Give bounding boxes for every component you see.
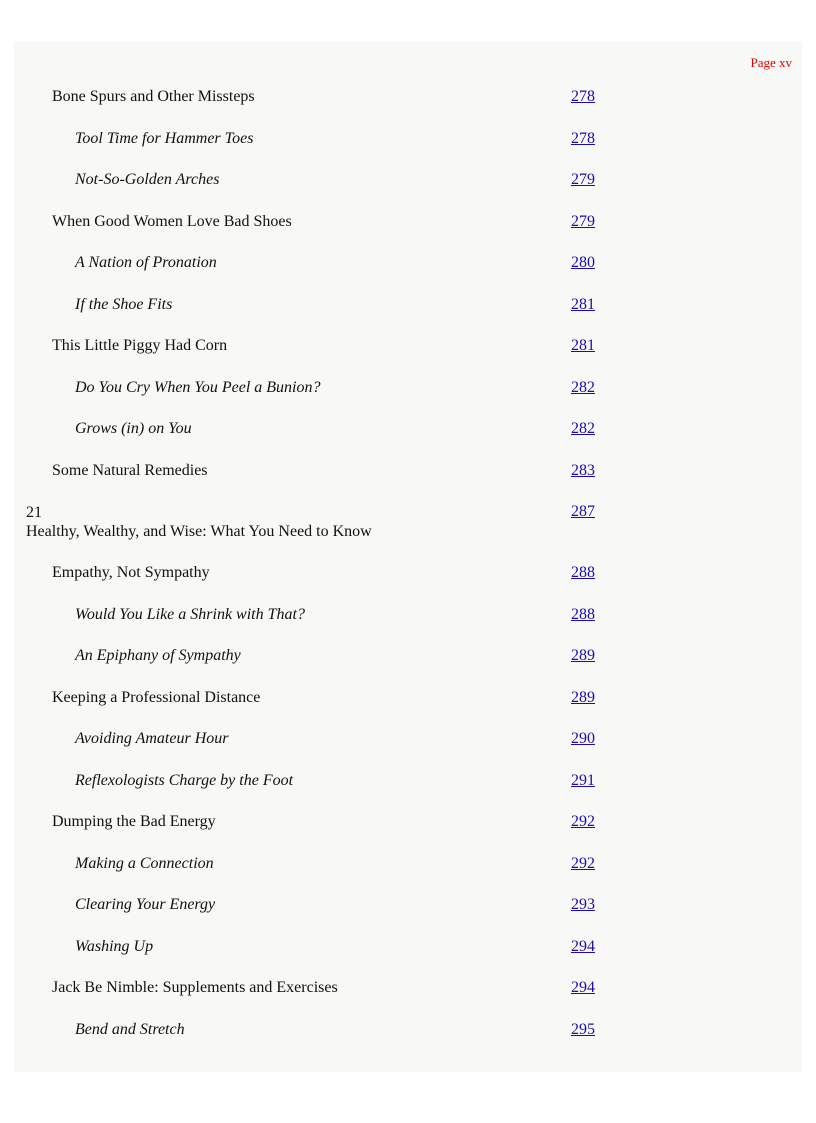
toc-entry-title: This Little Piggy Had Corn	[52, 337, 228, 354]
toc-entry-title: Grows (in) on You	[75, 420, 192, 437]
toc-page-link[interactable]: 292	[571, 813, 595, 831]
toc-entry-title: If the Shoe Fits	[75, 295, 173, 313]
toc-entry-title: Jack Be Nimble: Supplements and Exercises	[52, 979, 338, 997]
toc-page-link[interactable]: 278	[571, 88, 595, 105]
toc-page-link[interactable]: 292	[571, 854, 595, 872]
toc-entry-title: Bend and Stretch	[75, 1020, 185, 1038]
toc-page-link[interactable]: 293	[571, 896, 595, 914]
toc-page-link[interactable]: 289	[571, 688, 595, 706]
toc-entry-title: Dumping the Bad Energy	[52, 813, 216, 831]
toc-entry-title: Empathy, Not Sympathy	[52, 564, 210, 582]
toc-page-link[interactable]: 290	[571, 730, 595, 748]
page-number: Page xv	[750, 55, 792, 70]
toc-page-link[interactable]: 280	[571, 254, 595, 271]
toc-entry-title: Reflexologists Charge by the Foot	[75, 771, 294, 789]
toc-entry-title	[26, 503, 372, 541]
toc-entry-title: Avoiding Amateur Hour	[75, 730, 229, 748]
toc-page-link[interactable]: 288	[571, 564, 595, 582]
toc-entry-title: Not-So-Golden Arches	[75, 171, 220, 188]
toc-entry-title: A Nation of Pronation	[75, 254, 217, 271]
toc-entry-title: Do You Cry When You Peel a Bunion?	[75, 378, 321, 396]
toc-page-link[interactable]: 283	[571, 461, 595, 479]
toc-page-link[interactable]: 279	[571, 171, 595, 188]
toc-page-link[interactable]: 291	[571, 771, 595, 789]
toc-page-link[interactable]: 287	[571, 503, 595, 520]
toc-entry-title: When Good Women Love Bad Shoes	[52, 212, 292, 230]
toc-entry-title: Tool Time for Hammer Toes	[75, 129, 254, 147]
toc-entry-title: An Epiphany of Sympathy	[75, 647, 241, 665]
page-background	[14, 42, 802, 1072]
toc-entry-title: Some Natural Remedies	[52, 461, 208, 479]
toc-entry-title: Keeping a Professional Distance	[52, 688, 261, 706]
toc-page-link[interactable]: 295	[571, 1020, 595, 1038]
toc-entry-title: Would You Like a Shrink with That?	[75, 605, 305, 623]
toc-page-link[interactable]: 281	[571, 295, 595, 313]
toc-page-link[interactable]: 294	[571, 979, 595, 997]
toc-entry-title: Washing Up	[75, 937, 154, 955]
toc-entry-title: Clearing Your Energy	[75, 896, 216, 914]
toc-entry-title: Bone Spurs and Other Missteps	[52, 88, 255, 105]
toc-page-link[interactable]: 281	[571, 337, 595, 354]
toc-page-link[interactable]: 279	[571, 212, 595, 230]
toc-page-link[interactable]: 282	[571, 378, 595, 396]
toc-page-link[interactable]: 294	[571, 937, 595, 955]
toc-page-link[interactable]: 289	[571, 647, 595, 665]
chapter-title: Healthy, Wealthy, and Wise: What You Need to Know	[26, 523, 372, 540]
toc-entry-title: Making a Connection	[75, 854, 214, 872]
toc-page-link[interactable]: 278	[571, 129, 595, 147]
toc-page-link[interactable]: 282	[571, 420, 595, 437]
chapter-number: 21	[26, 504, 42, 521]
toc-page-link[interactable]: 288	[571, 605, 595, 623]
